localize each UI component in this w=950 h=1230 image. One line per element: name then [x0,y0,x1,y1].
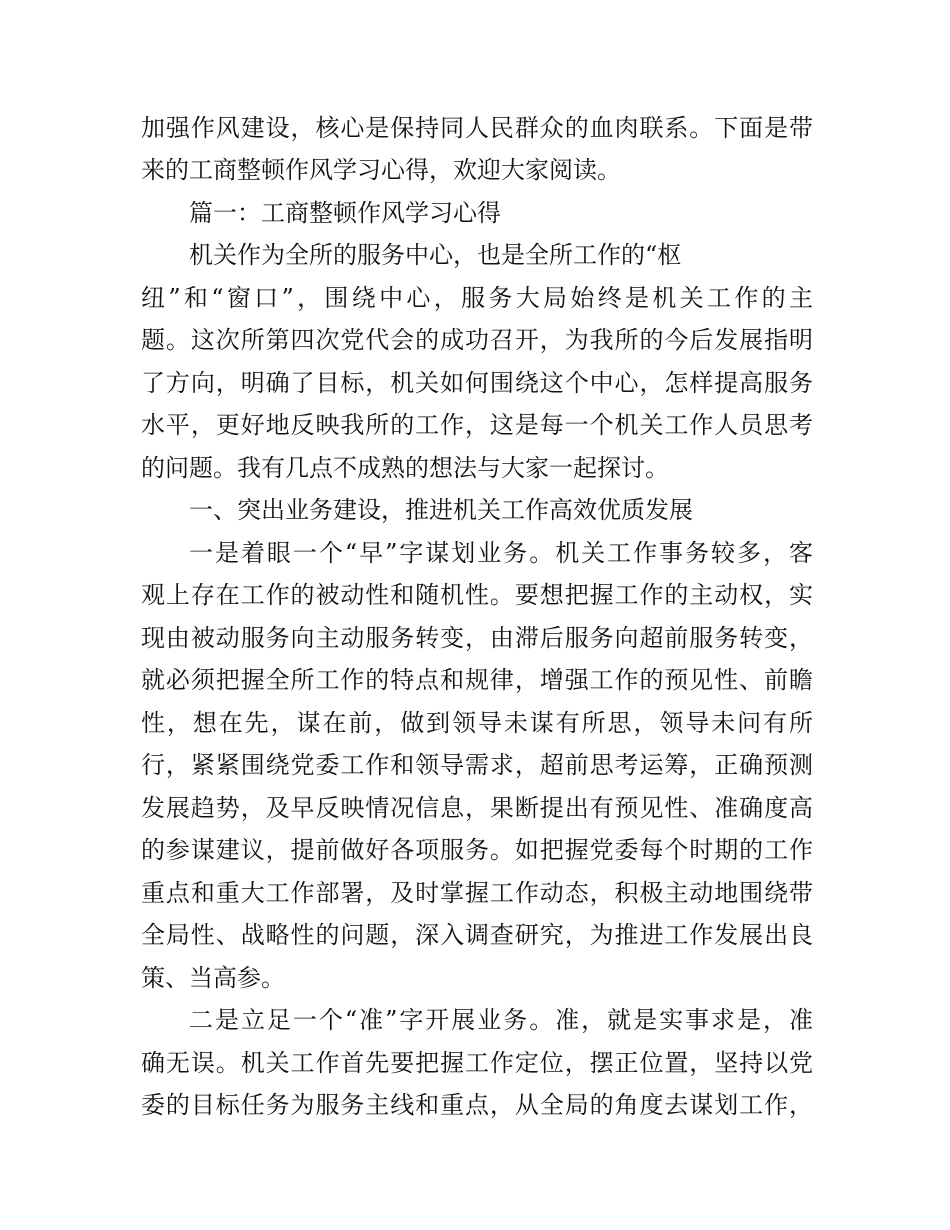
section-heading: 一、突出业务建设，推进机关工作高效优质发展 [189,496,693,524]
text-line: 就必须把握全所工作的特点和规律，增强工作的预见性、前瞻 [141,666,813,694]
text-line: 机关作为全所的服务中心，也是全所工作的“枢 [189,241,682,269]
text-line: 一是着眼一个“早”字谋划业务。机关工作事务较多，客 [189,539,813,567]
text-line: 题。这次所第四次党代会的成功召开，为我所的今后发展指明 [141,326,813,354]
text-line: 发展趋势，及早反映情况信息，果断提出有预见性、准确度高 [141,794,813,822]
text-line: 委的目标任务为服务主线和重点，从全局的角度去谋划工作， [141,1091,813,1119]
text-line: 观上存在工作的被动性和随机性。要想把握工作的主动权，实 [141,581,813,609]
text-line: 了方向，明确了目标，机关如何围绕这个中心，怎样提高服务 [141,369,813,397]
text-line: 确无误。机关工作首先要把握工作定位，摆正位置，坚持以党 [141,1049,813,1077]
text-line: 来的工商整顿作风学习心得，欢迎大家阅读。 [141,156,621,184]
text-line: 策、当高参。 [141,964,285,992]
text-line: 现由被动服务向主动服务转变，由滞后服务向超前服务转变， [141,624,813,652]
section-heading: 篇一：工商整顿作风学习心得 [189,199,501,227]
text-line: 性，想在先，谋在前，做到领导未谋有所思，领导未问有所 [141,709,813,737]
text-line: 行，紧紧围绕党委工作和领导需求，超前思考运筹，正确预测 [141,751,813,779]
text-line: 加强作风建设，核心是保持同人民群众的血肉联系。下面是带 [141,114,813,142]
text-line: 水平，更好地反映我所的工作，这是每一个机关工作人员思考 [141,411,813,439]
text-line: 二是立足一个“准”字开展业务。准，就是实事求是，准 [189,1006,813,1034]
text-line: 重点和重大工作部署，及时掌握工作动态，积极主动地围绕带 [141,879,813,907]
text-line: 的问题。我有几点不成熟的想法与大家一起探讨。 [141,454,669,482]
text-line: 的参谋建议，提前做好各项服务。如把握党委每个时期的工作 [141,836,813,864]
text-line: 全局性、战略性的问题，深入调查研究，为推进工作发展出良 [141,921,813,949]
text-line: 纽”和“窗口”，围绕中心，服务大局始终是机关工作的主 [141,284,813,312]
